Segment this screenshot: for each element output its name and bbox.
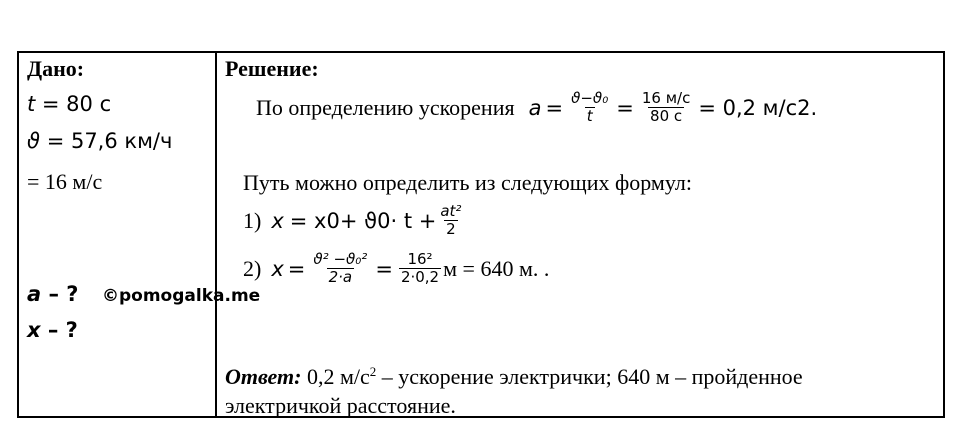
fraction-velocity-change: $\frac{\text{ϑ−ϑ₀}}{t}$: [571, 89, 609, 125]
given-time: t = 80 с: [27, 92, 112, 116]
given-title: Дано:: [27, 56, 85, 81]
formula-one: 1) x = x 0 + ϑ 0 · t + $\frac{\text{at²}}{2}$: [243, 202, 462, 238]
unknown-distance: x – ?: [27, 318, 78, 342]
formula-two: 2) x = $\frac{\text{ϑ² −ϑ₀²}}{2\cdot a}$ = $\frac{\text{16²}}{2\cdot 0,2}$ м = 640 м. .: [243, 250, 550, 286]
watermark-text: ©pomogalka.me: [102, 286, 261, 306]
solution-title: Решение:: [225, 56, 319, 81]
given-velocity-converted: = 16 м/с: [27, 169, 103, 194]
formulas-intro: Путь можно определить из следующих формул:: [243, 170, 692, 195]
answer-line: Ответ: 0,2 $м/с^2$ – ускорение электрички; 640 м – пройденное: [225, 364, 803, 389]
fraction-numeric: $\frac{\text{16²}}{2\cdot 0,2}$: [400, 250, 440, 286]
unknown-acceleration: a – ?: [27, 282, 79, 306]
given-velocity: ϑ = 57,6 км/ч: [27, 129, 173, 153]
answer-line-2: электричкой расстояние.: [225, 393, 456, 418]
column-divider: [215, 53, 217, 416]
fraction-velocity-squared: $\frac{\text{ϑ² −ϑ₀²}}{2\cdot a}$: [313, 250, 368, 286]
fraction-values: $\frac{16 м/с}{80 с}$: [641, 89, 691, 125]
acceleration-formula: По определению ускорения a = $\frac{\text{ϑ−ϑ₀}}{t}$ = $\frac{16 м/с}{80 с}$ = 0,2 м/с 2 .: [256, 89, 818, 125]
fraction-at2: $\frac{\text{at²}}{2}$: [440, 202, 462, 238]
